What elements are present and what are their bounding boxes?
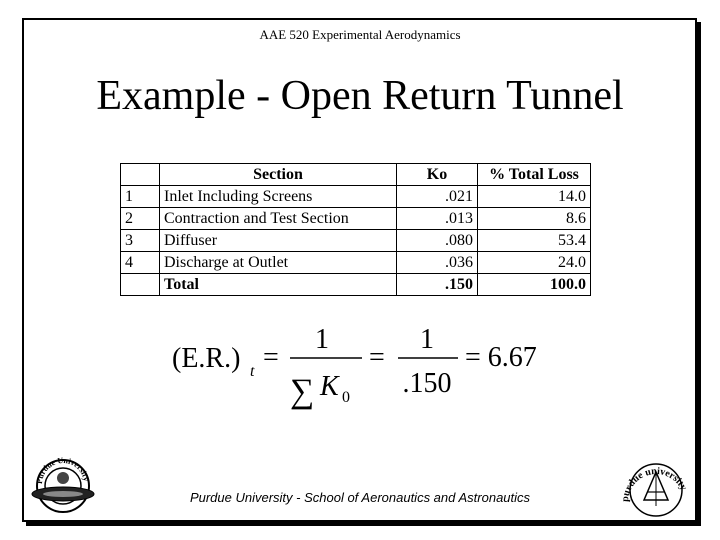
- total-ko: .150: [397, 274, 478, 296]
- row-loss: 14.0: [478, 186, 591, 208]
- row-number: 4: [121, 252, 160, 274]
- row-ko: .021: [397, 186, 478, 208]
- equation-equals-2: =: [369, 342, 385, 373]
- row-loss: 24.0: [478, 252, 591, 274]
- fraction-2-denominator: .150: [402, 368, 452, 399]
- k-subscript: 0: [342, 389, 350, 406]
- total-label: Total: [160, 274, 397, 296]
- row-number: 2: [121, 208, 160, 230]
- row-ko: .036: [397, 252, 478, 274]
- column-header-ko: Ko: [397, 164, 478, 186]
- left-logo-text: Purdue University: [34, 455, 91, 485]
- row-section: Discharge at Outlet: [160, 252, 397, 274]
- column-header-section: Section: [160, 164, 397, 186]
- table-header-row: [121, 164, 591, 186]
- fraction-2-numerator: 1: [420, 324, 434, 355]
- svg-text:purdue university: [620, 466, 689, 502]
- table-row: [121, 230, 591, 252]
- right-logo-text: purdue university: [620, 465, 689, 503]
- row-section: Inlet Including Screens: [160, 186, 397, 208]
- table-total-row: [121, 274, 591, 296]
- energy-ratio-equation: [172, 320, 552, 410]
- row-section: Diffuser: [160, 230, 397, 252]
- row-loss: 8.6: [478, 208, 591, 230]
- column-header-number: [121, 164, 160, 186]
- footer-text: Purdue University - School of Aeronautics and Astronautics: [189, 490, 531, 505]
- purdue-engineering-logo: [620, 450, 692, 518]
- k-symbol: K: [320, 371, 339, 402]
- equation-equals-1: =: [263, 342, 279, 373]
- row-number: 1: [121, 186, 160, 208]
- fraction-1-numerator: 1: [315, 324, 329, 355]
- total-number: [121, 274, 160, 296]
- table-row: [121, 186, 591, 208]
- course-title: AAE 520 Experimental Aerodynamics: [259, 27, 461, 42]
- table-row: [121, 208, 591, 230]
- row-number: 3: [121, 230, 160, 252]
- total-loss: 100.0: [478, 274, 591, 296]
- equation-result: = 6.67: [465, 342, 537, 373]
- slide-title: Example - Open Return Tunnel: [96, 73, 624, 119]
- row-ko: .080: [397, 230, 478, 252]
- loss-table: [120, 163, 591, 296]
- table-row: [121, 252, 591, 274]
- column-header-loss: % Total Loss: [478, 164, 591, 186]
- row-section: Contraction and Test Section: [160, 208, 397, 230]
- equation-lhs: (E.R.): [172, 343, 241, 374]
- row-ko: .013: [397, 208, 478, 230]
- row-loss: 53.4: [478, 230, 591, 252]
- sigma-symbol: ∑: [290, 373, 315, 410]
- purdue-seal-logo: [30, 452, 96, 518]
- equation-lhs-subscript: t: [250, 363, 255, 380]
